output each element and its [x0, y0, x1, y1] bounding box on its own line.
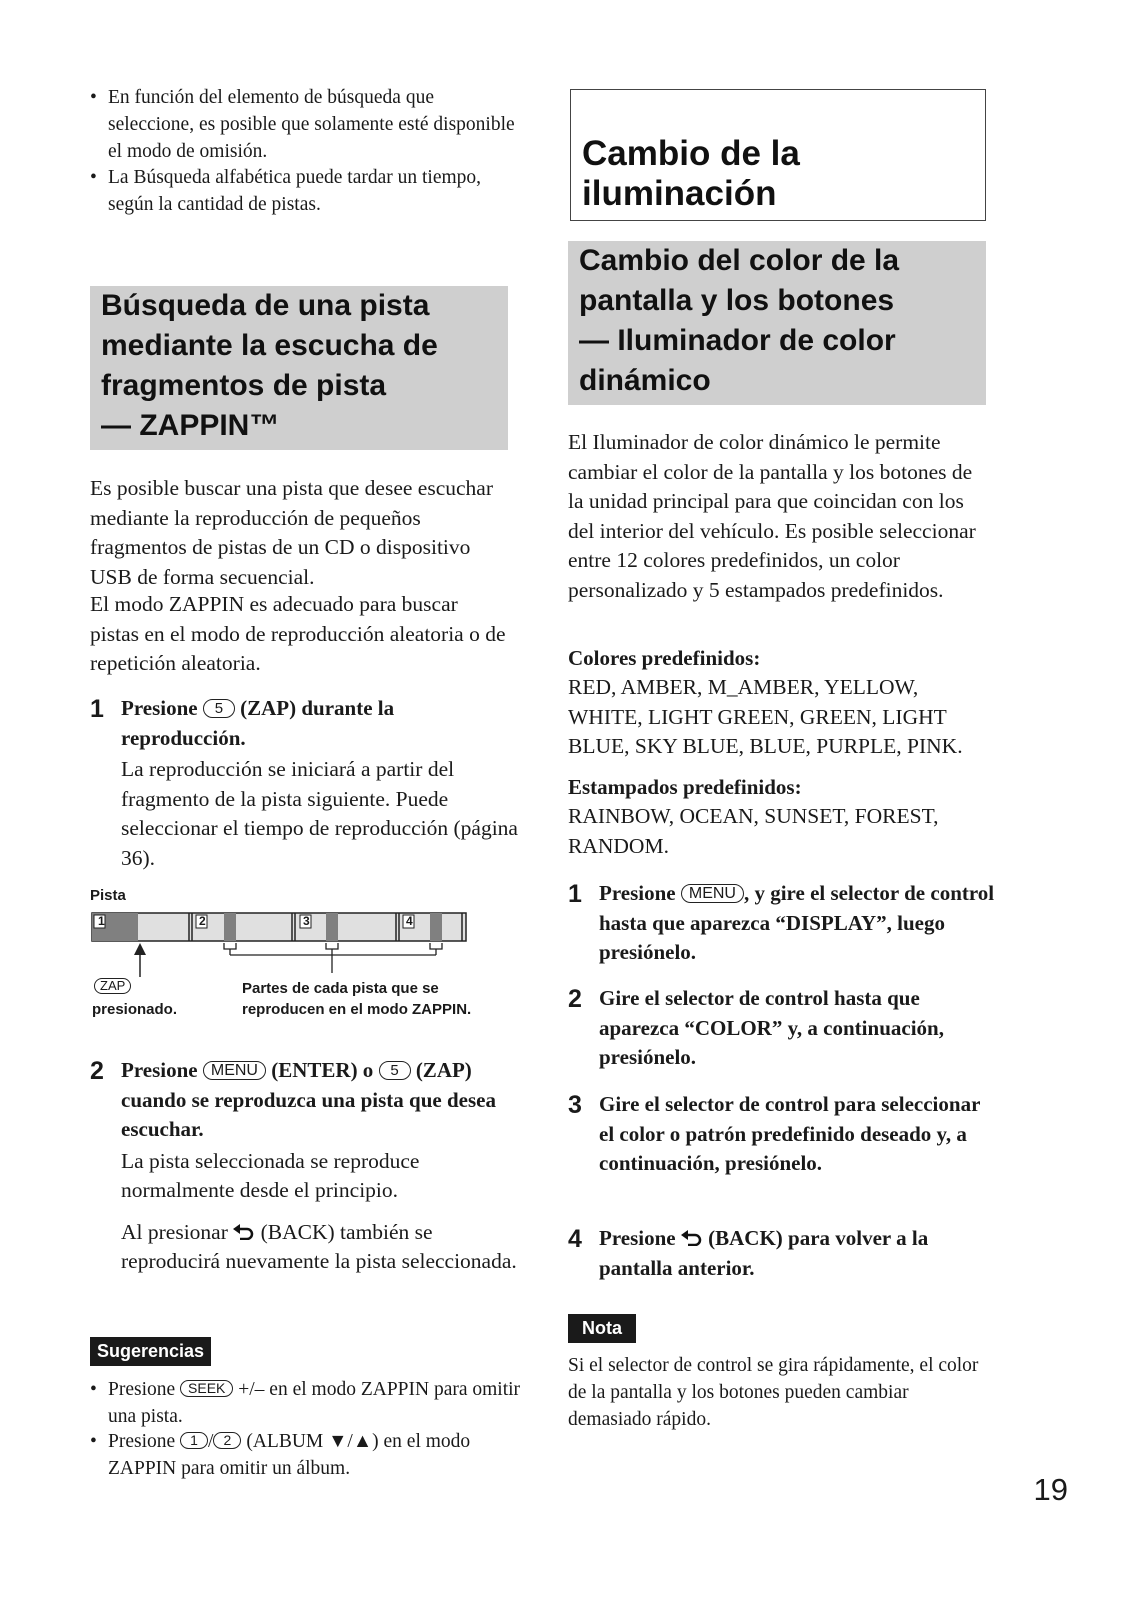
heading-line: Cambio del color de la [579, 244, 900, 277]
step-text: (BACK) también se reproducirá nuevamente la pista seleccionada. [121, 1219, 517, 1273]
intro-paragraph: El Iluminador de color dinámico le permite cambiar el color de la pantalla y los botones de la unidad principal para que coincidan con los del interior del vehículo. Es posible seleccionar entre 12 colores predefinidos, un color personalizado y 5 estampados predefinidos. [568, 430, 976, 602]
step-number: 2 [90, 1057, 104, 1085]
step-text: (ZAP) cuando se reproduzca una pista que desea escuchar. [121, 1058, 496, 1141]
step-title [121, 1056, 520, 1145]
tip-text: Presione [108, 1431, 176, 1452]
track-number: 4 [406, 914, 413, 928]
step-title [599, 879, 998, 968]
heading-line: fragmentos de pista [101, 369, 387, 402]
step-text: Presione [599, 881, 676, 905]
step-text: Presione [599, 1226, 676, 1250]
step-title [121, 694, 520, 753]
2-button-icon: 2 [213, 1432, 241, 1449]
step-4 [568, 1224, 998, 1283]
track-number: 2 [199, 914, 206, 928]
pista-label: Pista [90, 887, 126, 904]
heading-line: pantalla y los botones [579, 284, 895, 317]
patterns-list: RAINBOW, OCEAN, SUNSET, FOREST, RANDOM. [568, 804, 939, 858]
page-number: 19 [1033, 1472, 1068, 1507]
tip-text: +/– en el modo ZAPPIN para omitir una pista. [108, 1379, 521, 1427]
zap-button-icon: ZAP [94, 978, 131, 994]
step-text: (ENTER) o [271, 1058, 374, 1082]
step-text: (ZAP) durante la reproducción. [121, 696, 395, 750]
back-arrow-icon [681, 1230, 703, 1246]
step-title [599, 1224, 998, 1283]
parts-caption: reproducen en el modo ZAPPIN. [242, 1001, 472, 1018]
intro-paragraph: El modo ZAPPIN es adecuado para buscar pistas en el modo de reproducción aleatoria o de repetición aleatoria. [90, 592, 506, 675]
heading-line: — Iluminador de color [579, 324, 896, 357]
bullet-item: • En función del elemento de búsqueda que seleccione, es posible que solamente esté disponible el modo de omisión. [90, 84, 522, 165]
zap-caption: presionado. [92, 1001, 178, 1018]
track-number: 1 [98, 914, 105, 928]
tip-text: (ALBUM ▼/▲) en el modo ZAPPIN para omitir un álbum. [108, 1431, 471, 1479]
tip-item [90, 1428, 522, 1482]
bullet-item: • La Búsqueda alfabética puede tardar un tiempo, según la cantidad de pistas. [90, 164, 522, 218]
step-2 [568, 984, 998, 1073]
step-number: 1 [90, 695, 104, 723]
zappin-diagram [90, 885, 520, 1025]
menu-button-icon: MENU [681, 884, 744, 903]
intro-paragraph: Es posible buscar una pista que desee escuchar mediante la reproducción de pequeños fragmentos de pistas de un CD o dispositivo USB de forma secuencial. [90, 476, 493, 589]
nota-label: Nota [568, 1314, 636, 1343]
step-2 [90, 1056, 520, 1277]
main-heading-box [570, 89, 986, 221]
heading-line: iluminación [582, 174, 777, 213]
step-number: 2 [568, 985, 582, 1013]
patterns-label: Estampados predefinidos: [568, 775, 802, 799]
step-number: 3 [568, 1091, 582, 1119]
nota-text: Si el selector de control se gira rápidamente, el color de la pantalla y los botones pueden cambiar demasiado rápido. [568, 1355, 979, 1430]
seek-button-icon: SEEK [180, 1380, 233, 1397]
step-body [121, 1218, 520, 1277]
1-button-icon: 1 [180, 1432, 208, 1449]
5-button-icon: 5 [379, 1061, 411, 1080]
back-arrow-icon [233, 1224, 255, 1240]
zappin-section-heading [90, 286, 508, 450]
heading-line: Búsqueda de una pista [101, 289, 430, 322]
tip-text: / [208, 1431, 214, 1452]
step-body: La pista seleccionada se reproduce normalmente desde el principio. [121, 1148, 420, 1202]
track-number: 3 [303, 914, 310, 928]
step-1 [568, 879, 998, 968]
heading-line: dinámico [579, 364, 711, 397]
step-body: La reproducción se iniciará a partir del fragmento de la pista siguiente. Puede seleccionar el tiempo de reproducción (página 36). [121, 757, 518, 870]
step-title: Gire el selector de control para seleccionar el color o patrón predefinido deseado y, a continuación, presiónelo. [599, 1092, 981, 1175]
step-text: , y gire el selector de control hasta que aparezca “DISPLAY”, luego presiónelo. [599, 881, 995, 964]
sugerencias-label: Sugerencias [90, 1337, 211, 1366]
step-number: 4 [568, 1225, 582, 1253]
tip-item [90, 1376, 522, 1430]
step-text: Al presionar [121, 1219, 228, 1244]
step-3 [568, 1090, 998, 1179]
step-text: Presione [121, 696, 198, 720]
step-number: 1 [568, 880, 582, 908]
step-text: Presione [121, 1058, 198, 1082]
step-title: Gire el selector de control hasta que aparezca “COLOR” y, a continuación, presiónelo. [599, 986, 944, 1069]
colors-list: RED, AMBER, M_AMBER, YELLOW, WHITE, LIGHT GREEN, GREEN, LIGHT BLUE, SKY BLUE, BLUE, PURPLE, PINK. [568, 675, 963, 758]
parts-caption: Partes de cada pista que se [242, 980, 439, 997]
step-text: (BACK) para volver a la pantalla anterior. [599, 1226, 929, 1280]
tip-text: Presione [108, 1379, 176, 1400]
menu-button-icon: MENU [203, 1061, 266, 1080]
zap-key-note [94, 978, 131, 997]
heading-line: mediante la escucha de [101, 329, 438, 362]
step-1 [90, 694, 520, 873]
heading-line: — ZAPPIN™ [101, 409, 280, 442]
color-section-heading [568, 241, 986, 405]
heading-line: Cambio de la [582, 134, 800, 173]
5-button-icon: 5 [203, 699, 235, 718]
colors-label: Colores predefinidos: [568, 646, 761, 670]
